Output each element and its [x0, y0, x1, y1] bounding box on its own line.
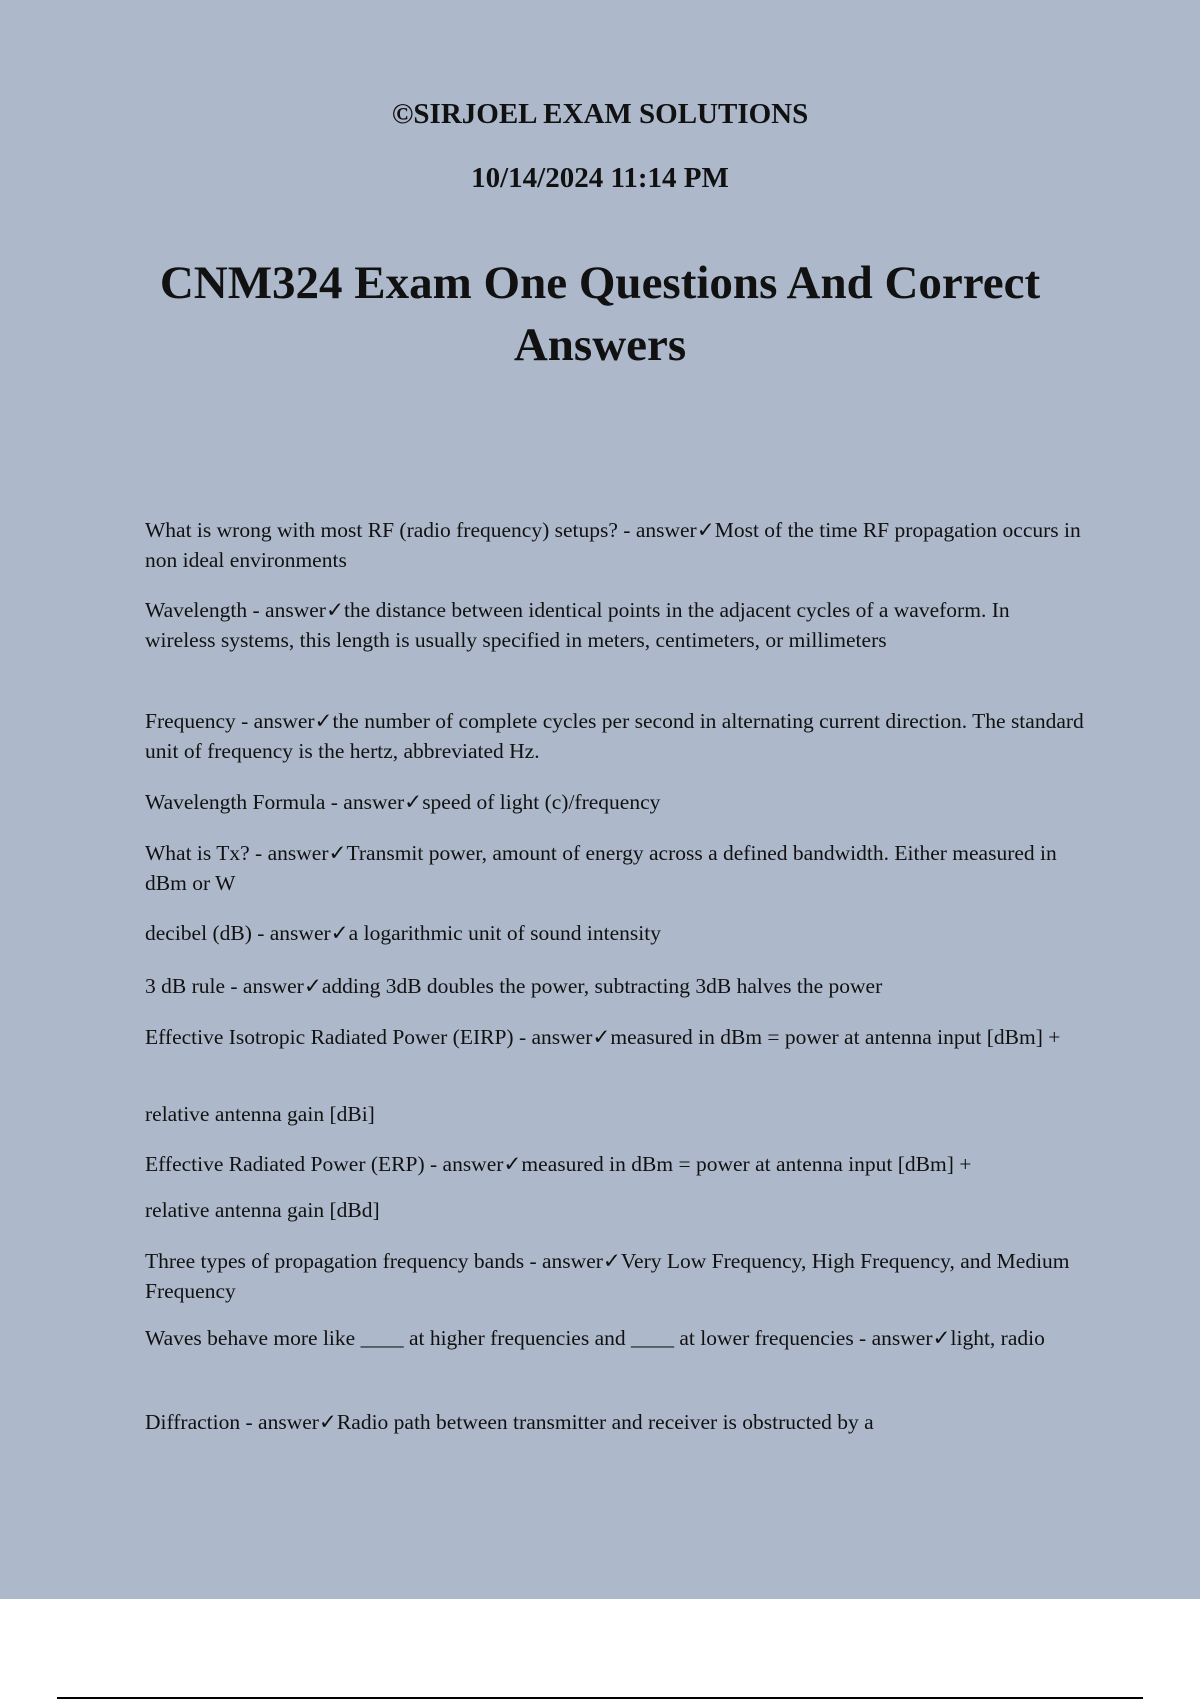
qa-paragraph: Three types of propagation frequency bands - answer✓Very Low Frequency, High Frequency, and Medium Frequency — [145, 1249, 1070, 1303]
qa-paragraph: What is Tx? - answer✓Transmit power, amount of energy across a defined bandwidth. Either measured in dBm or W — [145, 841, 1057, 895]
copyright-header: ©SIRJOEL EXAM SOLUTIONS — [391, 98, 809, 130]
qa-paragraph: decibel (dB) - answer✓a logarithmic unit of sound intensity — [145, 921, 661, 945]
qa-paragraph: What is wrong with most RF (radio frequency) setups? - answer✓Most of the time RF propagation occurs in non ideal environments — [145, 518, 1081, 572]
date-time-header: 10/14/2024 11:14 PM — [471, 162, 729, 194]
document-title: CNM324 Exam One Questions And Correct Answers — [159, 257, 1041, 371]
qa-paragraph: 3 dB rule - answer✓adding 3dB doubles the power, subtracting 3dB halves the power — [145, 974, 883, 998]
qa-paragraph: relative antenna gain [dBi] — [145, 1102, 375, 1126]
qa-paragraph: Effective Isotropic Radiated Power (EIRP) - answer✓measured in dBm = power at antenna input [dBm] + — [145, 1025, 1061, 1049]
qa-paragraph: Waves behave more like ____ at higher frequencies and ____ at lower frequencies - answer✓light, radio — [145, 1326, 1045, 1350]
page-bottom-rule — [57, 1697, 1143, 1699]
qa-paragraph: Diffraction - answer✓Radio path between transmitter and receiver is obstructed by a — [145, 1410, 874, 1434]
qa-paragraph: Wavelength - answer✓the distance between identical points in the adjacent cycles of a waveform. In wireless systems, this length is usually specified in meters, centimeters, or millimeters — [145, 598, 1010, 652]
qa-paragraph: Effective Radiated Power (ERP) - answer✓measured in dBm = power at antenna input [dBm] + — [145, 1152, 972, 1176]
qa-paragraph: Wavelength Formula - answer✓speed of light (c)/frequency — [145, 790, 661, 814]
qa-paragraph: Frequency - answer✓the number of complete cycles per second in alternating current direction. The standard unit of frequency is the hertz, abbreviated Hz. — [145, 709, 1084, 763]
qa-paragraph: relative antenna gain [dBd] — [145, 1198, 380, 1222]
